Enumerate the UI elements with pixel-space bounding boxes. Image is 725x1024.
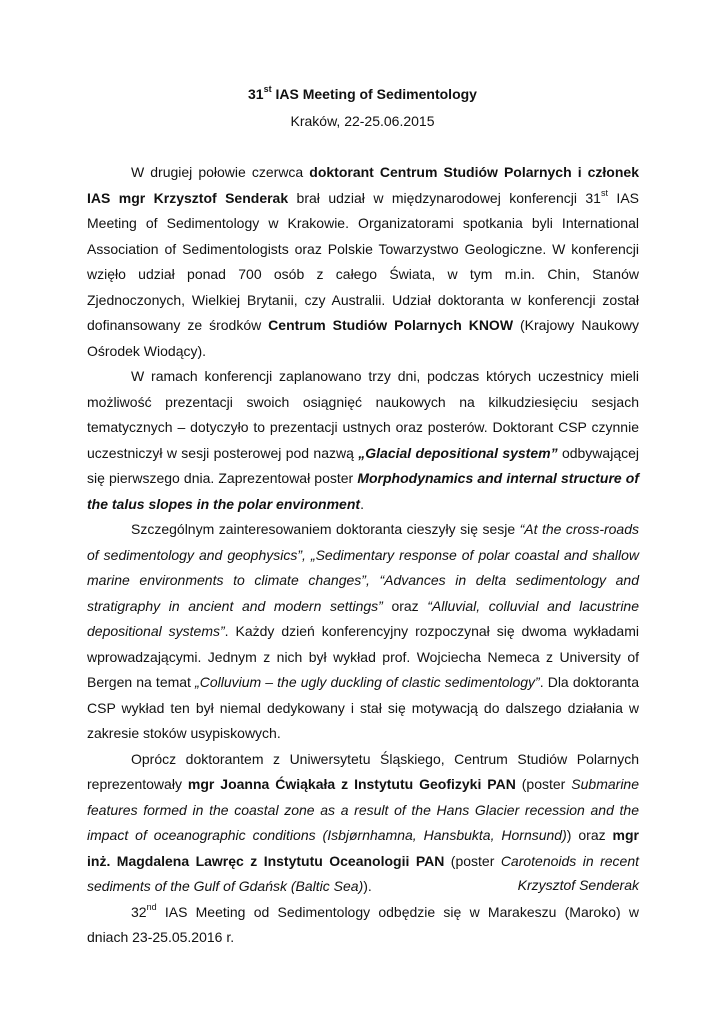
paragraph-text: . Każdy dzień konferencyjny rozpoczynał się dwoma wykładami wprowadzającymi. Jednym z nich był wykład prof. Wojciecha Nemeca z University of Bergen na temat — [87, 623, 639, 690]
ordinal-suffix: st — [600, 187, 608, 198]
paragraph-text: IAS Meeting od Sedimentology odbędzie się w Marakeszu (Maroko) w dniach 23-25.05.2016 r. — [87, 903, 639, 945]
paragraph-text: (poster — [515, 776, 572, 792]
paragraph-text: W drugiej połowie czerwca — [131, 164, 310, 180]
poster-title: Morphodynamics and internal structure of the talus slopes in the polar environment — [87, 470, 639, 512]
title-ordinal-suffix: st — [263, 84, 272, 95]
bold-text: Centrum Studiów Polarnych KNOW — [268, 317, 514, 333]
paragraph-text: 32 — [131, 903, 147, 920]
lecture-title: „Colluvium – the ugly duckling of clastic sedimentology” — [195, 674, 540, 690]
bold-text: doktorant Centrum Studiów Polarnych i członek IAS mgr Krzysztof Senderak — [87, 164, 639, 206]
paragraph-text: Oprócz doktorantem z Uniwersytetu Śląskiego, Centrum Studiów Polarnych reprezentowały — [87, 750, 639, 792]
paragraph-1 — [87, 160, 639, 364]
paragraph-text: . Dla doktoranta CSP wykład ten był niemal dedykowany i stał się motywacją do dalszego działania w zakresie stoków usypiskowych. — [87, 674, 639, 741]
signature: Krzysztof Senderak — [517, 877, 639, 893]
paragraph-text: brał udział w międzynarodowej konferencji 31 — [288, 189, 601, 206]
document-subtitle: Kraków, 22-25.06.2015 — [290, 113, 435, 129]
title-text: IAS Meeting of Sedimentology — [271, 86, 477, 102]
ordinal-suffix: nd — [146, 901, 157, 912]
paragraph-text: Szczególnym zainteresowaniem doktoranta cieszyły się sesje — [131, 521, 520, 537]
paragraph-5 — [87, 900, 639, 951]
paragraph-text: IAS Meeting of Sedimentology w Krakowie. Organizatorami spotkania byli International Association of Sedimentologists oraz Polskie Towarzystwo Geologiczne. W konferencji wzięło udział ponad 700 osób z całego Świata, w tym m.in. Chin, Stanów Zjednoczonych, Wielkiej Brytanii, czy Australii. Udział doktoranta w konferencji został dofinansowany ze środków — [87, 189, 639, 333]
bold-text: mgr inż. Magdalena Lawręc z Instytutu Oceanologii PAN — [87, 827, 639, 869]
paragraph-text: (Krajowy Naukowy Ośrodek Wiodący). — [87, 317, 639, 359]
bold-text: mgr Joanna Ćwiąkała z Instytutu Geofizyki PAN — [187, 776, 516, 792]
paragraph-3 — [87, 517, 639, 747]
paragraph-text: . — [360, 495, 364, 512]
session-title: „Glacial depositional system” — [358, 444, 558, 461]
paragraph-text: (poster — [444, 852, 501, 869]
document-body — [87, 160, 639, 951]
paragraph-text: odbywającej się pierwszego dnia. Zaprezentował poster — [87, 444, 639, 486]
paragraph-text: W ramach konferencji zaplanowano trzy dni, podczas których uczestnicy mieli możliwość prezentacji swoich osiągnięć naukowych na kilkudziesięciu sesjach tematycznych – dotyczyło to prezentacji ustnych oraz posterów. Doktorant CSP czynnie uczestniczył w sesji posterowej pod nazwą — [87, 368, 639, 461]
session-titles: “At the cross-roads of sedimentology and geophysics”, „Sedimentary response of polar coastal and shallow marine environments to climate changes”, “Advances in delta sedimentology and stratigraphy in ancient and modern settings” — [87, 521, 639, 614]
title-number: 31 — [248, 86, 264, 102]
paragraph-text: ) oraz — [566, 827, 613, 843]
poster-title: Carotenoids in recent sediments of the Gulf of Gdańsk (Baltic Sea) — [87, 852, 639, 894]
paragraph-2 — [87, 364, 639, 517]
paragraph-text: ). — [363, 878, 372, 894]
document-title — [0, 85, 725, 103]
session-title: “Alluvial, colluvial and lacustrine depositional systems” — [87, 597, 639, 639]
paragraph-text: oraz — [382, 597, 428, 614]
poster-title: Submarine features formed in the coastal zone as a result of the Hans Glacier recession and the impact of oceanographic conditions (Isbjørnhamna, Hansbukta, Hornsund) — [87, 776, 639, 843]
